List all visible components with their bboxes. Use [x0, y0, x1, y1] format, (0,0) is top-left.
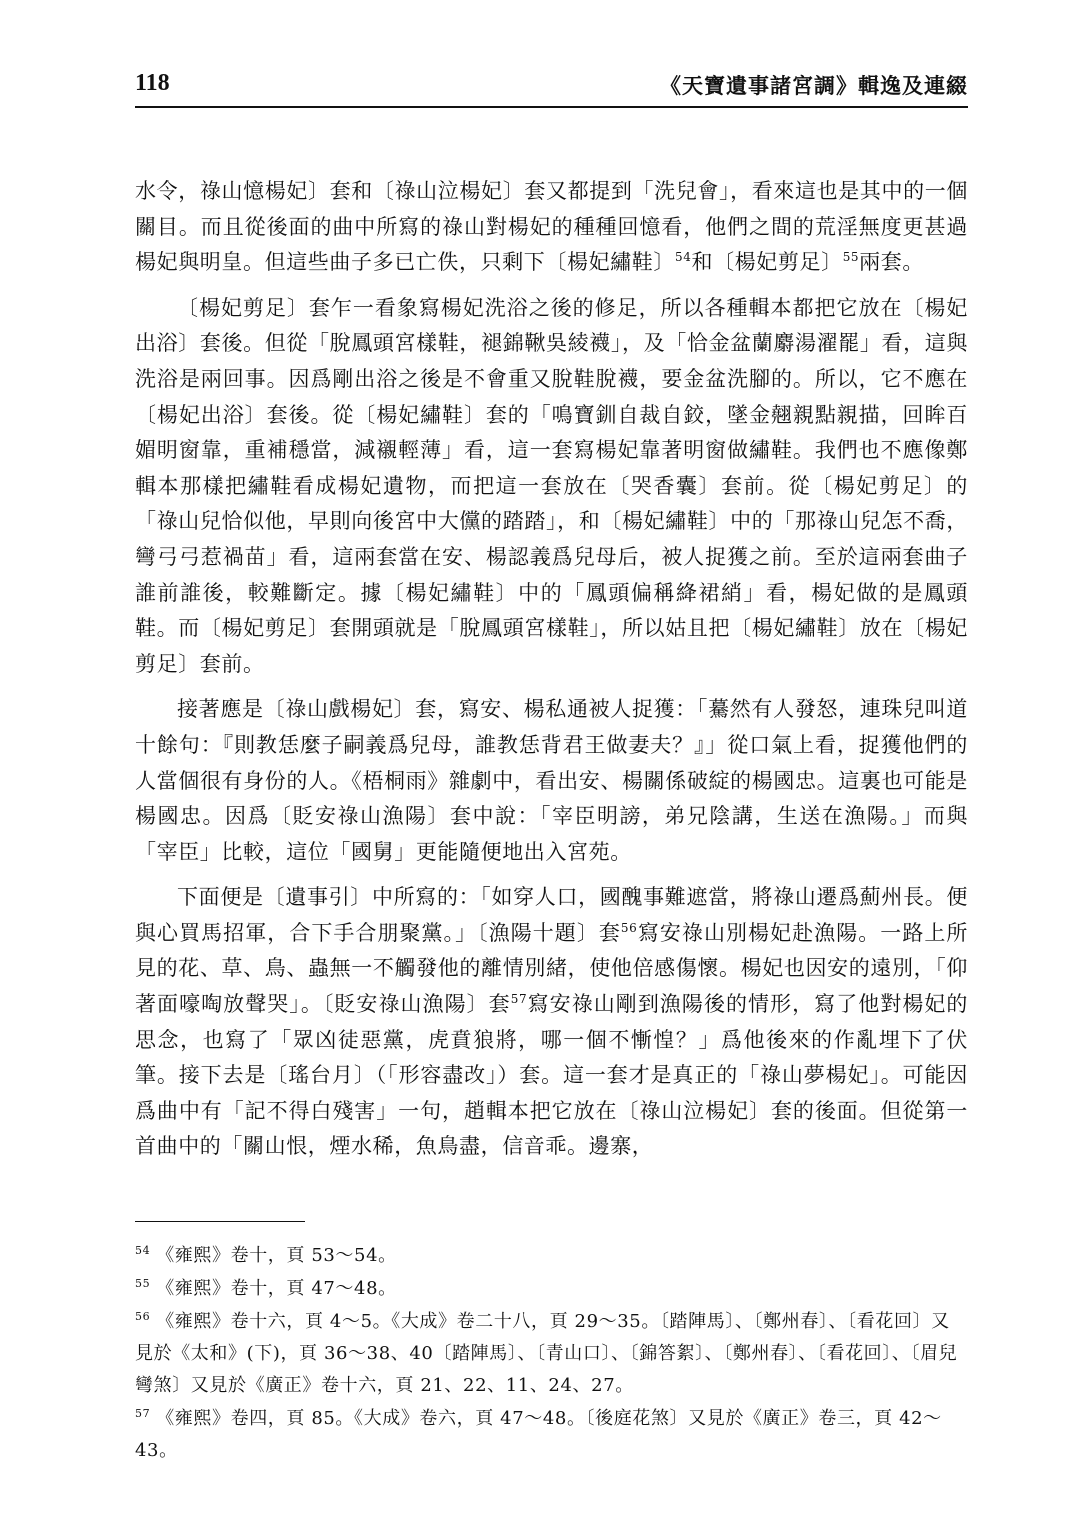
footnote — [135, 1403, 968, 1467]
footnotes — [135, 1240, 968, 1468]
body-text-run: 接著應是〔祿山戲楊妃〕套，寫安、楊私通被人捉獲：「驀然有人發怒，連珠兒叫道十餘句：『則教恁麼子嗣義爲兒母，誰教恁背君王做妻夫？』」從口氣上看，捉獲他們的人當個很有身份的人。《梧桐雨》雜劇中，看出安、楊關係破綻的楊國忠。這裏也可能是楊國忠。因爲〔貶安祿山漁陽〕套中說：「宰臣明謗，弟兄陰講，生送在漁陽。」而與「宰臣」比較，這位「國舅」更能隨便地出入宮苑。 — [135, 697, 968, 864]
footnote-number: 54 — [135, 1244, 151, 1257]
body-text-run: 和〔楊妃剪足〕 — [691, 250, 843, 275]
footnote-number: 57 — [135, 1407, 151, 1420]
footnote-ref: 56 — [620, 920, 638, 935]
footnote-number: 56 — [135, 1310, 151, 1323]
body-paragraph — [135, 880, 968, 1165]
page-header — [135, 68, 968, 108]
footnote-ref: 57 — [510, 992, 528, 1007]
footnote — [135, 1273, 968, 1305]
running-title: 《天寶遺事諸宮調》輯逸及連綴 — [660, 74, 968, 98]
footnote-text: 《雍熙》卷十，頁 47～48。 — [156, 1278, 397, 1299]
body-paragraph — [135, 174, 968, 281]
body-text-run: 兩套。 — [859, 250, 924, 275]
body-text-run: 〔楊妃剪足〕套乍一看象寫楊妃洗浴之後的修足，所以各種輯本都把它放在〔楊妃出浴〕套後。但從「脫鳳頭宮樣鞋，褪錦鞦吳綾襪」，及「恰金盆蘭麝湯濯罷」看，這與洗浴是兩回事。因爲剛出浴之後是不會重又脫鞋脫襪，要金盆洗腳的。所以，它不應在〔楊妃出浴〕套後。從〔楊妃繡鞋〕套的「鳴寶釧自裁自鉸，墜金翹親點親描，回眸百媚明窗靠，重補穩當，減襯輕薄」看，這一套寫楊妃靠著明窗做繡鞋。我們也不應像鄭輯本那樣把繡鞋看成楊妃遺物，而把這一套放在〔哭香囊〕套前。從〔楊妃剪足〕的「祿山兒恰似他，早則向後宮中大儻的踏踏」，和〔楊妃繡鞋〕中的「那祿山兒怎不喬，彎弓弓惹禍苗」看，這兩套當在安、楊認義爲兒母后，被人捉獲之前。至於這兩套曲子誰前誰後，較難斷定。據〔楊妃繡鞋〕中的「鳳頭偏稱絳裙綃」看，楊妃做的是鳳頭鞋。而〔楊妃剪足〕套開頭就是「脫鳳頭宮樣鞋」，所以姑且把〔楊妃繡鞋〕放在〔楊妃剪足〕套前。 — [135, 295, 968, 676]
body-text-run: 下面便是〔遺事引〕中所寫的：「如穿人口，國醜事難遮當，將祿山遷爲薊州長。便與心買馬招軍，合下手合朋聚黨。」〔漁陽十題〕套 — [135, 885, 968, 945]
footnote-text: 《雍熙》卷十，頁 53～54。 — [156, 1245, 397, 1266]
footnote-text: 《雍熙》卷十六，頁 4～5。《大成》卷二十八，頁 29～35。〔踏陣馬〕、〔鄭州春〕、〔看花回〕又見於《太和》(下)，頁 36～38、40〔踏陣馬〕、〔青山口〕、〔錦答絮〕、〔鄭州春〕、〔看花回〕、〔眉兒彎煞〕又見於《廣正》卷十六，頁 21、22、11、24、27。 — [135, 1311, 958, 1396]
body-text-run: 寫安祿山剛到漁陽後的情形，寫了他對楊妃的思念，也寫了「眾凶徒惡黨，虎賁狼將，哪一個不慚惶？」爲他後來的作亂埋下了伏筆。接下去是〔瑤台月〕（「形容盡改」）套。這一套才是真正的「祿山夢楊妃」。可能因爲曲中有「記不得白殘害」一句，趙輯本把它放在〔祿山泣楊妃〕套的後面。但從第一首曲中的「關山恨，煙水稀，魚鳥盡，信音乖。邊寨， — [135, 992, 968, 1159]
body-paragraph — [135, 291, 968, 683]
footnote — [135, 1240, 968, 1272]
footnote-text: 《雍熙》卷四，頁 85。《大成》卷六，頁 47～48。〔後庭花煞〕又見於《廣正》卷三，頁 42～43。 — [135, 1408, 942, 1461]
footnote — [135, 1306, 968, 1402]
body-paragraph — [135, 692, 968, 870]
footnote-ref: 54 — [675, 250, 692, 265]
footnote-ref: 55 — [842, 250, 860, 265]
page-number: 118 — [135, 70, 170, 96]
body-text-run: 寫安祿山別楊妃赴漁陽。一路上所見的花、草、鳥、蟲無一不觸發他的離情別緒，使他倍感傷懷。楊妃也因安的遠別，「仰著面嚎啕放聲哭」。〔貶安祿山漁陽〕套 — [135, 920, 968, 1017]
footnote-number: 55 — [135, 1277, 151, 1290]
header-rule — [135, 106, 968, 108]
footnote-rule — [135, 1221, 305, 1222]
body-text — [135, 174, 968, 1175]
body-text-run: 水令，祿山憶楊妃〕套和〔祿山泣楊妃〕套又都提到「洗兒會」，看來這也是其中的一個關目。而且從後面的曲中所寫的祿山對楊妃的種種回憶看，他們之間的荒淫無度更甚過楊妃與明皇。但這些曲子多已亡佚，只剩下〔楊妃繡鞋〕 — [135, 179, 968, 275]
